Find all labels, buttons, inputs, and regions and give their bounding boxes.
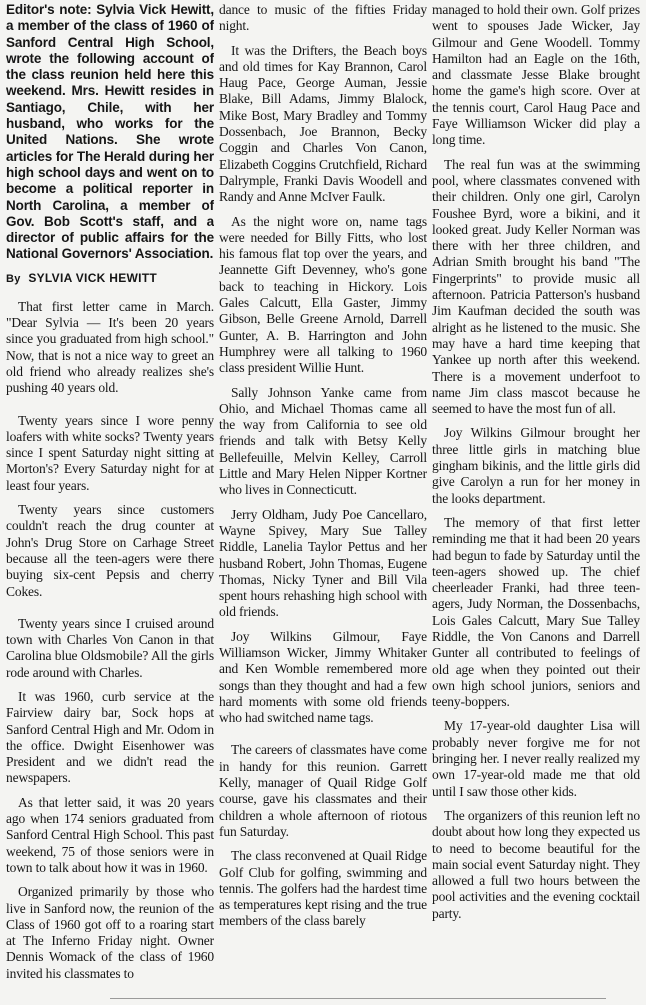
paragraph: It was 1960, curb service at the Fairview dairy bar, Sock hops at Sanford Central High and Mr. Odom in the office. Dwight Eisenhower was President and we didn't read the newspapers. bbox=[6, 688, 214, 786]
paragraph: Joy Wilkins Gilmour brought her three little girls in matching blue gingham bikinis, and the little girls did give Carolyn a run for her money in the looks department. bbox=[432, 425, 640, 506]
paragraph: The organizers of this reunion left no doubt about how long they expected us to need to become beautiful for the main social event Saturday night. They allowed a full two hours between the pool activities and the evening cocktail party. bbox=[432, 807, 640, 921]
paragraph: Twenty years since I cruised around town with Charles Von Canon in that Carolina blue Oldsmobile? All the girls rode around with Charles. bbox=[6, 615, 214, 680]
paragraph: Sally Johnson Yanke came from Ohio, and Michael Thomas came all the way from California to see old friends and talk with Betsy Kelly Bellefeuille, Melvin Kelley, Carroll Little and Mary Helen Nipper Kortner who lives in Connecticutt. bbox=[219, 384, 427, 498]
paragraph: Organized primarily by those who live in Sanford now, the reunion of the Class of 1960 got off to a roaring start at The Inferno Friday night. Owner Dennis Womack of the class of 1960 invited his classmates to bbox=[6, 884, 214, 981]
paragraph: The real fun was at the swimming pool, where classmates convened with their children. Only one girl, Carolyn Foushee Byrd, wore a bikini, and it looked great. Judy Keller Norman was there with her three children, and Adrian Smith brought his band "The Fingerprints" to provide music all afternoon. Patricia Patterson's husband Jim Kaufman decided the south was alright as he listened to the music. She may have a hard time keeping that Yankee up north after this weekend. There is a movement underfoot to name Jim class mascot because he seemed to have the most fun of all. bbox=[432, 156, 640, 417]
article-columns bbox=[6, 2, 640, 997]
paragraph: That first letter came in March. "Dear Sylvia — It's been 20 years since you graduated from high school." Now, that is not a nice way to greet an old friend who already realizes she's pushing 40 years old. bbox=[6, 298, 214, 396]
paragraph: The class reconvened at Quail Ridge Golf Club for golfing, swimming and tennis. The golfers had the hardest time as temperatures kept rising and the true members of the class barely bbox=[219, 848, 427, 929]
paragraph: As the night wore on, name tags were needed for Billy Fitts, who lost his famous flat top over the years, and Jeannette Gift Devenney, who's gone back to teaching in Hickory. Lois Gales Calcutt, Ella Gaster, Jimmy Gibson, Belle Greene Arnold, Darrell Gunter, A. B. Harrington and John Humphrey were all talking to 1960 class president Willie Hunt. bbox=[219, 213, 427, 376]
paragraph: managed to hold their own. Golf prizes went to spouses Jade Wicker, Jay Gilmour and Gene Woodell. Tommy Hamilton had an Eagle on the 16th, and classmate Jesse Blake brought home the game's high score. Over at the tennis court, Carol Haug Pace and Faye Williamson Wicker did play a long time. bbox=[432, 2, 640, 148]
column-3 bbox=[432, 2, 640, 997]
paragraph: The memory of that first letter reminding me that it had been 20 years had begun to fade by Saturday until the teen-agers showed up. The chief cheerleader Franki, had three teen-agers, Judy Norman, the Dossenbachs, Lois Gales Calcutt, Mary Sue Talley Riddle, the Von Canons and Darrell Gunter all contributed to feelings of old age when they pointed out their own high school juniors, seniors and teeny-boppers. bbox=[432, 514, 640, 710]
paragraph: The careers of classmates have come in handy for this reunion. Garrett Kelly, manager of Quail Ridge Golf course, gave his classmates and their children a whole afternoon of riotous fun Saturday. bbox=[219, 742, 427, 839]
byline bbox=[6, 271, 214, 285]
paragraph: Twenty years since customers couldn't reach the drug counter at John's Drug Store on Carhage Street because all the teen-agers were there buying six-cent Pepsis and cherry Cokes. bbox=[6, 502, 214, 599]
paragraph: dance to music of the fifties Friday night. bbox=[219, 2, 427, 34]
paragraph: My 17-year-old daughter Lisa will probably never forgive me for not bringing her. I never really realized my own 17-year-old made me that old until I saw those other kids. bbox=[432, 718, 640, 799]
paragraph: Joy Wilkins Gilmour, Faye Williamson Wicker, Jimmy Whitaker and Ken Womble remembered more songs than they thought and had a few hard moments with some old friends who had switched name tags. bbox=[219, 628, 427, 726]
paragraph: Jerry Oldham, Judy Poe Cancellaro, Wayne Spivey, Mary Sue Talley Riddle, Lanelia Taylor Pettus and her husband Robert, John Thomas, Eugene Thomas, Nicky Tyner and Bill Vila spent hours rehashing high school with old friends. bbox=[219, 506, 427, 620]
editors-note: Editor's note: Sylvia Vick Hewitt, a member of the class of 1960 of Sanford Central High School, wrote the following account of the class reunion held here this weekend. Mrs. Hewitt resides in Santiago, Chile, with her husband, who works for the United Nations. She wrote articles for The Herald during her high school days and went on to become a political reporter in North Carolina, a member of Gov. Bob Scott's staff, and a director of public affairs for the National Governors' Association. bbox=[6, 2, 214, 262]
column-2 bbox=[219, 2, 427, 997]
byline-author: SYLVIA VICK HEWITT bbox=[28, 270, 158, 285]
byline-prefix: By bbox=[6, 272, 21, 285]
paragraph: As that letter said, it was 20 years ago when 174 seniors graduated from Sanford Central High School. This past weekend, 75 of those seniors were in town to talk about how it was in 1960. bbox=[6, 794, 214, 875]
paragraph: It was the Drifters, the Beach boys and old times for Kay Brannon, Carol Haug Pace, George Auman, Jessie Blake, Bill Adams, Jimmy Blalock, Mike Bost, Mary Bradley and Tommy Dossenbach, Joe Brannon, Becky Coggin and Charles Von Canon, Elizabeth Coggins Crutchfield, Richard Dalrymple, Franki Davis Woodell and Randy and Anne McIver Faulk. bbox=[219, 42, 427, 205]
column-1 bbox=[6, 2, 214, 997]
bottom-rule bbox=[110, 998, 606, 999]
paragraph: Twenty years since I wore penny loafers with white socks? Twenty years since I spent Saturday night sitting at Morton's? Every Saturday night for at least four years. bbox=[6, 412, 214, 493]
